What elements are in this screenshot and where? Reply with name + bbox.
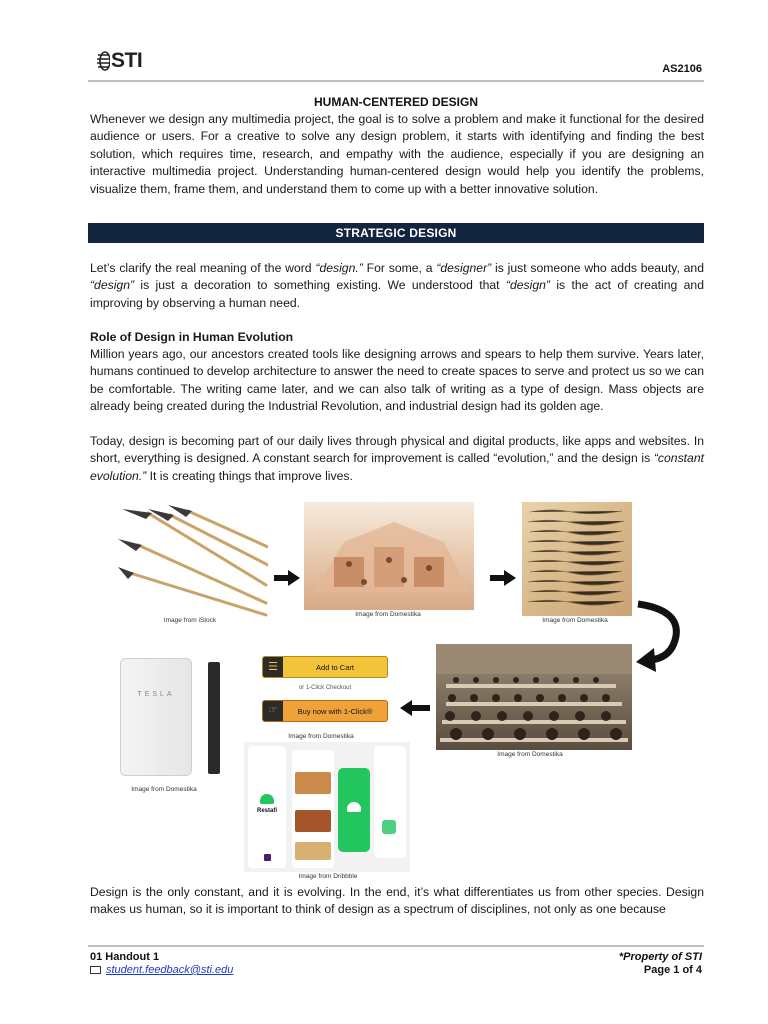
property-label: *Property of STI — [618, 951, 702, 963]
p1-text-b: For some, a — [362, 261, 437, 275]
p4-text: Design is the only constant, and it is evolving. In the end, it’s what differentiates us from other species. Design makes us human, so it is important to think of design as a spectrum of disciplines, not only as one because — [90, 885, 704, 917]
buy-now-button — [262, 700, 388, 722]
footer-divider — [88, 945, 704, 947]
p1-italic-design: “design.” — [315, 261, 363, 275]
p3-end: It is creating things that improve lives. — [146, 468, 353, 483]
intro-paragraph — [90, 111, 704, 198]
logo-text: STI — [111, 49, 143, 72]
p1-italic-design-3: “design” — [505, 278, 550, 293]
food-photo — [295, 842, 331, 860]
p1-italic-design-2: “design” — [90, 278, 135, 293]
p3-italic: “constant evolution.” — [90, 451, 704, 483]
p3-text: Today, design is becoming part of our daily lives through physical and digital products, like apps and websites. In short, everything is designed. A constant search for improvement is called “evolution,” and the design is — [90, 434, 704, 466]
tesla-brand: TESLA — [137, 691, 175, 698]
buy-now-label: Buy now with 1-Click® — [297, 706, 373, 716]
feedback-email-link[interactable]: student.feedback@sti.edu — [106, 964, 234, 976]
tesla-caption: Image from Domestika — [131, 786, 197, 793]
one-click-label: or 1-Click Checkout — [298, 685, 352, 691]
powerwall-side — [208, 662, 220, 774]
sti-logo — [96, 48, 142, 74]
food-photo — [295, 810, 331, 832]
header-divider — [88, 80, 704, 82]
menu-screen — [292, 750, 334, 868]
envelope-icon — [90, 966, 101, 974]
handout-label: 01 Handout 1 — [90, 951, 160, 963]
p1-text-e: is the act of creating and improving by observing a human need. — [90, 278, 704, 310]
feedback-email — [90, 964, 233, 976]
green-screen — [338, 768, 370, 852]
today-paragraph — [90, 433, 704, 485]
spears-caption: Image from iStock — [163, 617, 217, 624]
hand-cursor-icon: ☞ — [263, 701, 283, 721]
page-number: Page 1 of 4 — [643, 964, 702, 976]
splash-screen — [248, 746, 286, 868]
closing-paragraph — [90, 884, 704, 919]
app-screens-image — [244, 742, 410, 872]
intro-text: Whenever we design any multimedia project, the goal is to solve a problem and make it functional for the desired audience or users. For a creative to solve any design problem, it starts with identifying and finding the best solution, which requires time, research, and empathy with the audience, especially if you are designing an interactive multimedia project. Understanding human-centered design would help you identify the problems, visualize them, frame them, and understand them to come up with a better innovative solution. — [90, 112, 704, 196]
factory-image — [436, 644, 632, 750]
definition-paragraph — [90, 260, 704, 312]
role-heading: Role of Design in Human Evolution — [90, 330, 294, 344]
add-to-cart-button — [262, 656, 388, 678]
section-banner: STRATEGIC DESIGN — [88, 223, 704, 243]
food-photo — [295, 772, 331, 794]
add-to-cart-label: Add to Cart — [316, 662, 354, 672]
p1-text-a: Let’s clarify the real meaning of the word — [90, 261, 316, 275]
cart-icon: ☰ — [263, 657, 283, 677]
restaurant-logo-icon — [347, 802, 361, 812]
market-caption: Image from Domestika — [355, 611, 421, 618]
powerwall-image — [108, 640, 228, 782]
app-badge-icon — [264, 854, 271, 861]
p1-text-c: is just someone who adds beauty, and — [491, 261, 704, 275]
ancient-market-image — [304, 502, 474, 610]
spears-image — [118, 503, 268, 617]
curved-arrow-icon — [634, 596, 686, 672]
one-click-divider — [262, 685, 388, 691]
app-caption: Image from Dribbble — [298, 873, 358, 880]
restaurant-logo-icon — [260, 794, 274, 804]
document-title: HUMAN-CENTERED DESIGN — [313, 95, 478, 109]
p1-text-d: is just a decoration to something existing. We understood that — [134, 278, 506, 293]
detail-screen — [374, 746, 406, 858]
p1-italic-designer: “designer” — [436, 261, 492, 275]
arrow-left-icon — [400, 700, 430, 716]
arrow-right-icon — [274, 570, 300, 586]
p2-text: Million years ago, our ancestors created tools like designing arrows and spears to help them survive. Years later, humans continued to develop architecture to answer the need to create spaces to serve and protect us so we can be comfortable. The writing came later, and we can also talk of writing as a type of design. Mass objects are already being created during the Industrial Revolution, and industrial design had its golden age. — [90, 347, 704, 414]
powerwall-front — [120, 658, 192, 776]
arrow-right-icon — [490, 570, 516, 586]
cart-caption: Image from Domestika — [288, 733, 354, 740]
evolution-paragraph — [90, 346, 704, 416]
handwritten-letter-image — [522, 502, 632, 616]
factory-caption: Image from Domestika — [497, 751, 563, 758]
letter-caption: Image from Domestika — [542, 617, 608, 624]
course-code: AS2106 — [662, 63, 702, 75]
app-name: Restafi — [256, 808, 277, 814]
sti-globe-icon — [96, 50, 110, 72]
status-icon — [382, 820, 396, 834]
cart-buttons-image — [258, 652, 390, 728]
